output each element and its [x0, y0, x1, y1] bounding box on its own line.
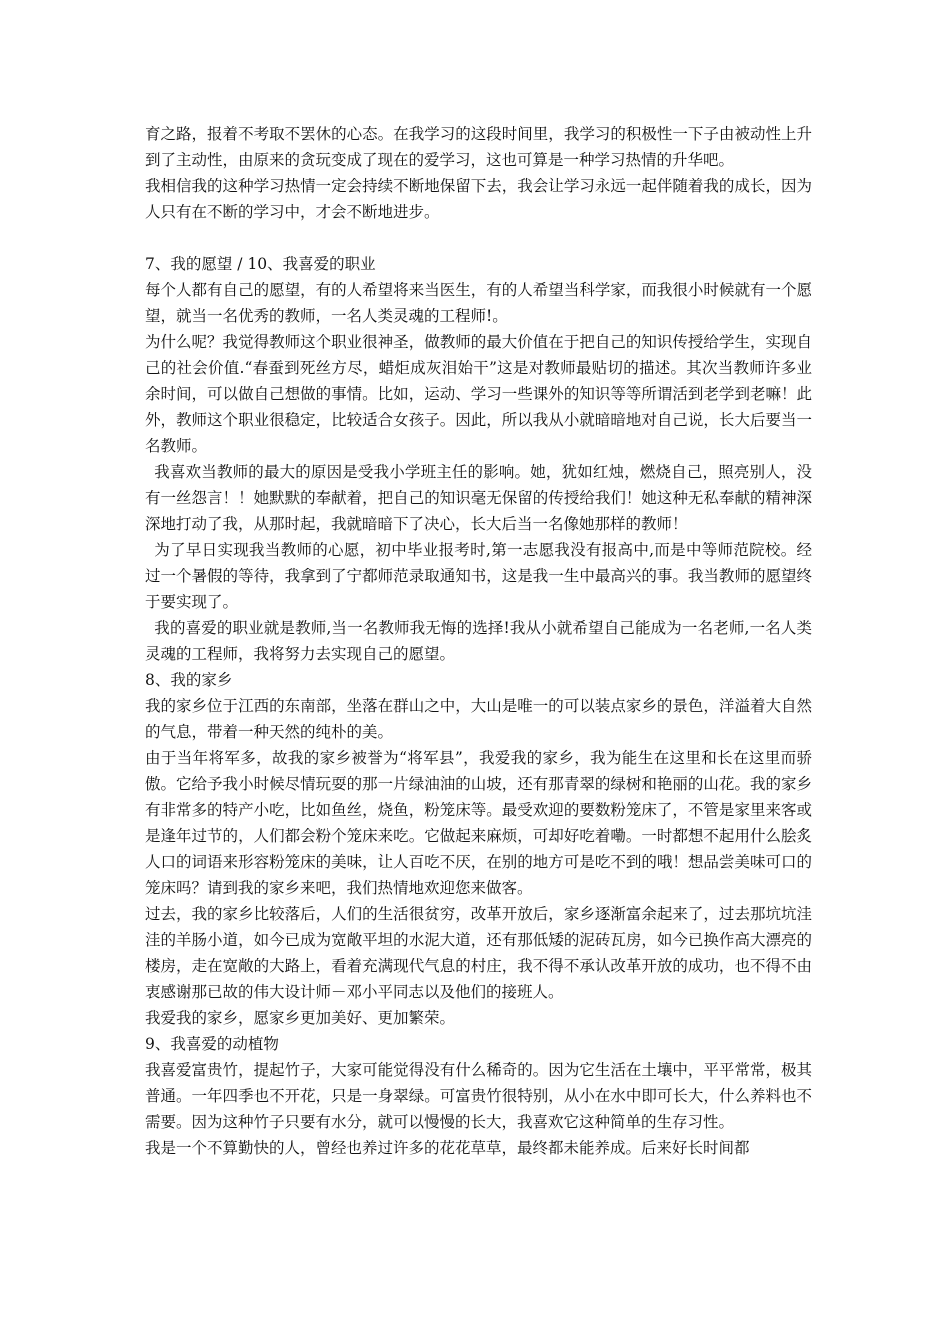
body-paragraph: 为什么呢？我觉得教师这个职业很神圣，做教师的最大价值在于把自己的知识传授给学生，实现自己的社会价值.“春蚕到死丝方尽，蜡炬成灰泪始干”这是对教师最贴切的描述。其次当教师许多业余时间，可以做自己想做的事情。比如，运动、学习一些课外的知识等等所谓活到老学到老嘛！此外，教师这个职业很稳定，比较适合女孩子。因此，所以我从小就暗暗地对自己说，长大后要当一名教师。: [145, 333, 812, 455]
document-body: [145, 121, 812, 1161]
body-paragraph: 我的喜爱的职业就是教师,当一名教师我无悔的选择!我从小就希望自己能成为一名老师,一名人类灵魂的工程师，我将努力去实现自己的愿望。: [145, 619, 812, 663]
section-heading: 8、我的家乡: [145, 671, 233, 689]
body-paragraph: 过去，我的家乡比较落后，人们的生活很贫穷，改革开放后，家乡逐渐富余起来了，过去那坑坑洼洼的羊肠小道，如今已成为宽敞平坦的水泥大道，还有那低矮的泥砖瓦房，如今已换作高大漂亮的楼房，走在宽敞的大路上，看着充满现代气息的村庄，我不得不承认改革开放的成功，也不得不由衷感谢那已故的伟大设计师－邓小平同志以及他们的接班人。: [145, 905, 812, 1001]
paragraph-spacer: [145, 225, 812, 251]
section-heading: 7、我的愿望 / 10、我喜爱的职业: [145, 255, 376, 273]
body-paragraph: 为了早日实现我当教师的心愿，初中毕业报考时,第一志愿我没有报高中,而是中等师范院校。经过一个暑假的等待，我拿到了宁都师范录取通知书，这是我一生中最高兴的事。我当教师的愿望终于要实现了。: [145, 541, 812, 611]
body-paragraph: 我喜爱富贵竹，提起竹子，大家可能觉得没有什么稀奇的。因为它生活在土壤中，平平常常，极其普通。一年四季也不开花，只是一身翠绿。可富贵竹很特别，从小在水中即可长大，什么养料也不需要。因为这种竹子只要有水分，就可以慢慢的长大，我喜欢它这种简单的生存习性。: [145, 1061, 812, 1131]
body-paragraph: 我的家乡位于江西的东南部，坐落在群山之中，大山是唯一的可以装点家乡的景色，洋溢着大自然的气息，带着一种天然的纯朴的美。: [145, 697, 812, 741]
section-heading: 9、我喜爱的动植物: [145, 1035, 279, 1053]
body-paragraph: 育之路，报着不考取不罢休的心态。在我学习的这段时间里，我学习的积极性一下子由被动性上升到了主动性，由原来的贪玩变成了现在的爱学习，这也可算是一种学习热情的升华吧。: [145, 125, 812, 169]
body-paragraph: 由于当年将军多，故我的家乡被誉为“将军县”，我爱我的家乡，我为能生在这里和长在这里而骄傲。它给予我小时候尽情玩耍的那一片绿油油的山坡，还有那青翠的绿树和艳丽的山花。我的家乡有非常多的特产小吃，比如鱼丝，烧鱼，粉笼床等。最受欢迎的要数粉笼床了，不管是家里来客或是逢年过节的，人们都会粉个笼床来吃。它做起来麻烦，可却好吃着嘞。一时都想不起用什么脍炙人口的词语来形容粉笼床的美味，让人百吃不厌，在别的地方可是吃不到的哦！想品尝美味可口的笼床吗？请到我的家乡来吧，我们热情地欢迎您来做客。: [145, 749, 812, 897]
body-paragraph: 我是一个不算勤快的人，曾经也养过许多的花花草草，最终都未能养成。后来好长时间都: [145, 1139, 750, 1157]
body-paragraph: 我相信我的这种学习热情一定会持续不断地保留下去，我会让学习永远一起伴随着我的成长，因为人只有在不断的学习中，才会不断地进步。: [145, 177, 812, 221]
body-paragraph: 每个人都有自己的愿望，有的人希望将来当医生，有的人希望当科学家，而我很小时候就有一个愿望，就当一名优秀的教师，一名人类灵魂的工程师!。: [145, 281, 812, 325]
body-paragraph: 我喜欢当教师的最大的原因是受我小学班主任的影响。她，犹如红烛，燃烧自己，照亮别人，没有一丝怨言！！她默默的奉献着，把自己的知识毫无保留的传授给我们！她这种无私奉献的精神深深地打动了我，从那时起，我就暗暗下了决心，长大后当一名像她那样的教师！: [145, 463, 812, 533]
body-paragraph: 我爱我的家乡，愿家乡更加美好、更加繁荣。: [145, 1009, 456, 1027]
